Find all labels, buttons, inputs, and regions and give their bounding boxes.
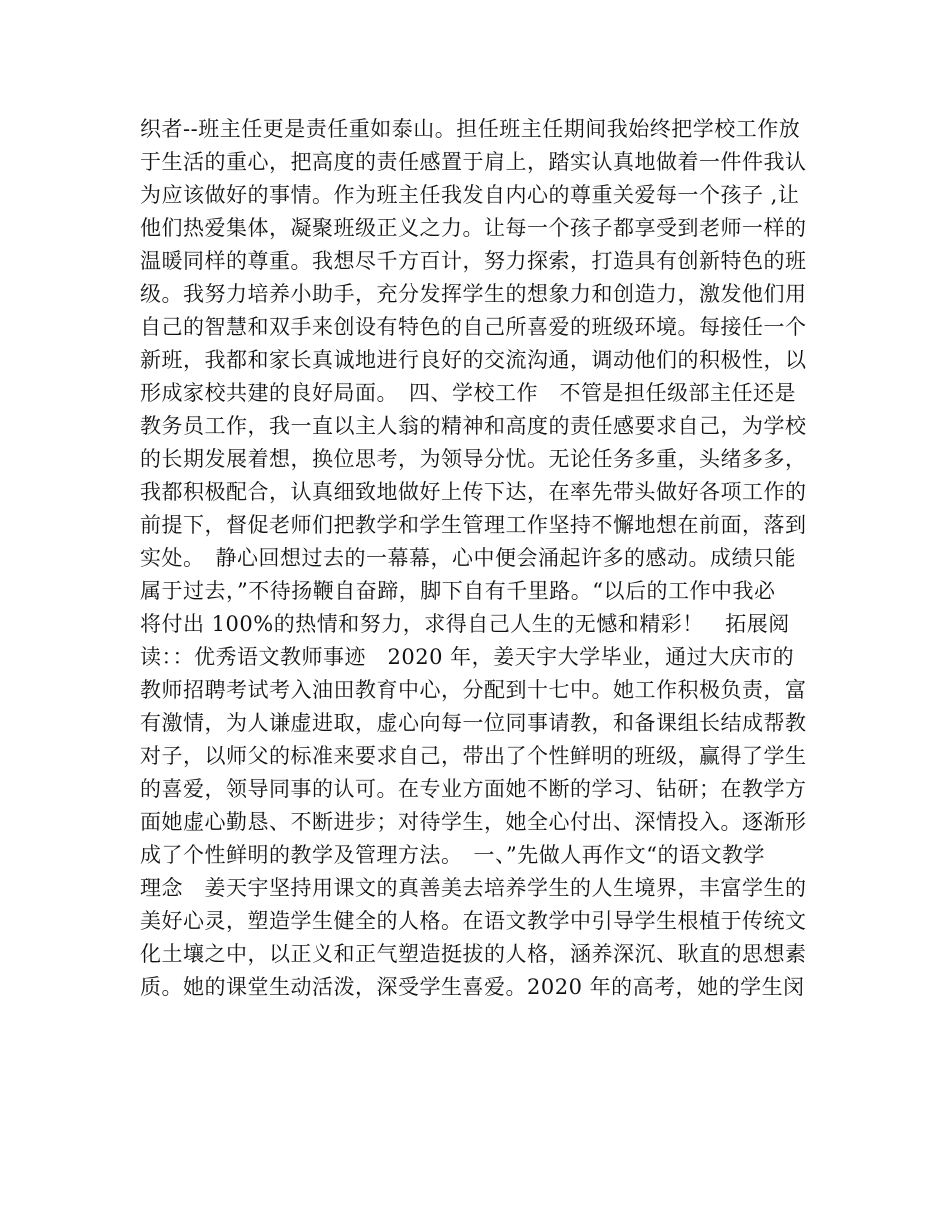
body-text — [140, 113, 820, 1004]
text-line: 于生活的重心，把高度的责任感置于肩上，踏实认真地做着一件件我认 — [140, 150, 807, 174]
text-line: 前提下，督促老师们把教学和学生管理工作坚持不懈地想在前面，落到 — [140, 513, 807, 537]
text-line: 的喜爱，领导同事的认可。在专业方面她不断的学习、钻研；在教学方 — [140, 777, 807, 801]
text-line: 我都积极配合，认真细致地做好上传下达，在率先带头做好各项工作的 — [140, 480, 807, 504]
text-line: 温暖同样的尊重。我想尽千方百计，努力探索，打造具有创新特色的班 — [140, 249, 807, 273]
text-line: 面她虚心勤恳、不断进步；对待学生，她全心付出、深情投入。逐渐形 — [140, 810, 807, 834]
text-line: 织者--班主任更是责任重如泰山。担任班主任期间我始终把学校工作放 — [140, 117, 801, 141]
text-line: 实处。 静心回想过去的一幕幕，心中便会涌起许多的感动。成绩只能 — [140, 546, 796, 570]
text-line: 对子，以师父的标准来要求自己，带出了个性鲜明的班级，赢得了学生 — [140, 744, 807, 768]
text-line: 成了个性鲜明的教学及管理方法。 一、”先做人再作文“的语文教学 — [140, 843, 765, 867]
text-line: 美好心灵，塑造学生健全的人格。在语文教学中引导学生根植于传统文 — [140, 909, 807, 933]
text-line: 形成家校共建的良好局面。 四、学校工作 不管是担任级部主任还是 — [140, 381, 796, 405]
text-line: 为应该做好的事情。作为班主任我发自内心的尊重关爱每一个孩子 ,让 — [140, 183, 800, 207]
text-line: 的长期发展着想，换位思考，为领导分忧。无论任务多重，头绪多多， — [140, 447, 807, 471]
text-line: 教师招聘考试考入油田教育中心，分配到十七中。她工作积极负责，富 — [140, 678, 807, 702]
text-line: 化土壤之中，以正义和正气塑造挺拔的人格，涵养深沉、耿直的思想素 — [140, 942, 807, 966]
text-line: 级。我努力培养小助手，充分发挥学生的想象力和创造力，激发他们用 — [140, 282, 807, 306]
text-line: 读：：优秀语文教师事迹 2020 年，姜天宇大学毕业，通过大庆市的 — [140, 645, 795, 669]
text-line: 理念 姜天宇坚持用课文的真善美去培养学生的人生境界，丰富学生的 — [140, 876, 807, 900]
text-line: 教务员工作，我一直以主人翁的精神和高度的责任感要求自己，为学校 — [140, 414, 807, 438]
text-line: 他们热爱集体，凝聚班级正义之力。让每一个孩子都享受到老师一样的 — [140, 216, 807, 240]
text-line: 有激情，为人谦虚进取，虚心向每一位同事请教，和备课组长结成帮教 — [140, 711, 807, 735]
text-line: 自己的智慧和双手来创设有特色的自己所喜爱的班级环境。每接任一个 — [140, 315, 807, 339]
text-line: 新班，我都和家长真诚地进行良好的交流沟通，调动他们的积极性，以 — [140, 348, 807, 372]
text-line: 将付出 100%的热情和努力，求得自己人生的无憾和精彩！ 拓展阅 — [140, 612, 790, 636]
text-line: 属于过去，”不待扬鞭自奋蹄，脚下自有千里路。“以后的工作中我必 — [140, 579, 776, 603]
text-line: 质。她的课堂生动活泼，深受学生喜爱。2020 年的高考，她的学生闵 — [140, 975, 805, 999]
